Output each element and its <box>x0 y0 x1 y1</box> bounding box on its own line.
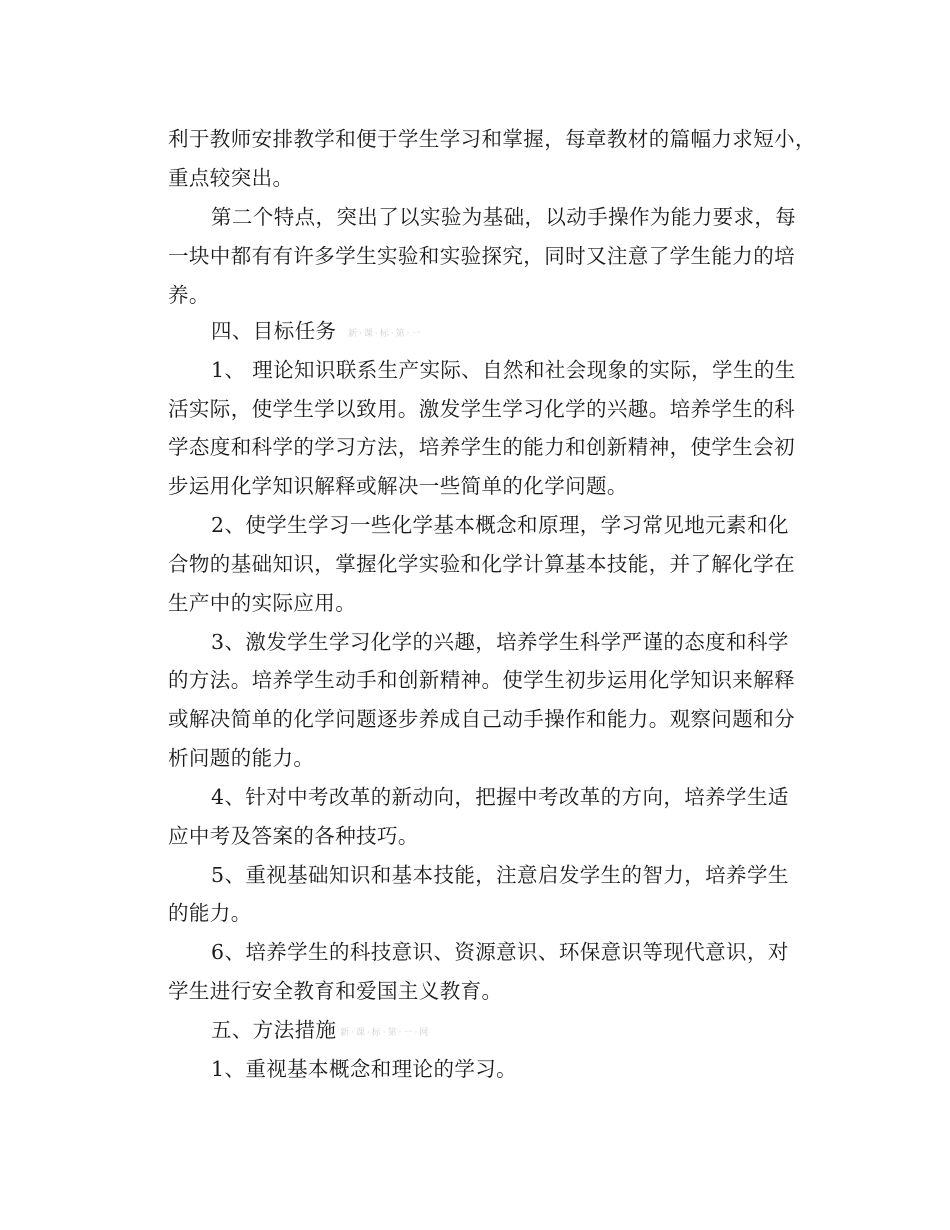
text-line-1: 利于教师安排教学和便于学生学习和掌握，每章教材的篇幅力求短小， <box>168 127 816 151</box>
text-line-17: 4、针对中考改革的新动向，把握中考改革的方向，培养学生适 <box>211 785 789 809</box>
section-heading-4: 四、目标任务 <box>211 319 337 343</box>
text-line-9: 步运用化学知识解释或解决一些简单的化学问题。 <box>168 474 628 498</box>
text-line-20: 的能力。 <box>168 901 252 925</box>
text-line-15: 或解决简单的化学问题逐步养成自己动手操作和能力。观察问题和分 <box>168 707 795 731</box>
text-line-7: 活实际，使学生学以致用。激发学生学习化学的兴趣。培养学生的科 <box>168 397 795 421</box>
text-line-13: 3、激发学生学习化学的兴趣，培养学生科学严谨的态度和科学 <box>211 630 789 654</box>
text-line-8: 学态度和科学的学习方法，培养学生的能力和创新精神，使学生会初 <box>168 435 795 459</box>
watermark-2: 新·课·标·第·一·网 <box>340 1028 431 1038</box>
section-heading-5: 五、方法措施 <box>211 1018 337 1042</box>
text-line-23: 1、重视基本概念和理论的学习。 <box>211 1057 518 1081</box>
text-line-2: 重点较突出。 <box>168 166 294 190</box>
text-line-22: 学生进行安全教育和爱国主义教育。 <box>168 979 503 1003</box>
watermark-1: 新·课·标·第·一 <box>348 329 423 339</box>
text-line-12: 生产中的实际应用。 <box>168 591 357 615</box>
text-line-19: 5、重视基础知识和基本技能，注意启发学生的智力，培养学生 <box>211 863 789 887</box>
text-line-5: 养。 <box>168 283 210 307</box>
text-line-6: 1、 理论知识联系生产实际、自然和社会现象的实际，学生的生 <box>211 358 796 382</box>
text-line-3: 第二个特点，突出了以实验为基础，以动手操作为能力要求，每 <box>211 205 797 229</box>
text-line-4: 一块中都有有许多学生实验和实验探究，同时又注意了学生能力的培 <box>168 244 795 268</box>
text-line-18: 应中考及答案的各种技巧。 <box>168 824 419 848</box>
text-line-10: 2、使学生学习一些化学基本概念和原理，学习常见地元素和化 <box>211 513 789 537</box>
text-line-16: 析问题的能力。 <box>168 746 315 770</box>
text-line-14: 的方法。培养学生动手和创新精神。使学生初步运用化学知识来解释 <box>168 668 795 692</box>
text-line-21: 6、培养学生的科技意识、资源意识、环保意识等现代意识，对 <box>211 940 789 964</box>
text-line-11: 合物的基础知识，掌握化学实验和化学计算基本技能，并了解化学在 <box>168 552 795 576</box>
